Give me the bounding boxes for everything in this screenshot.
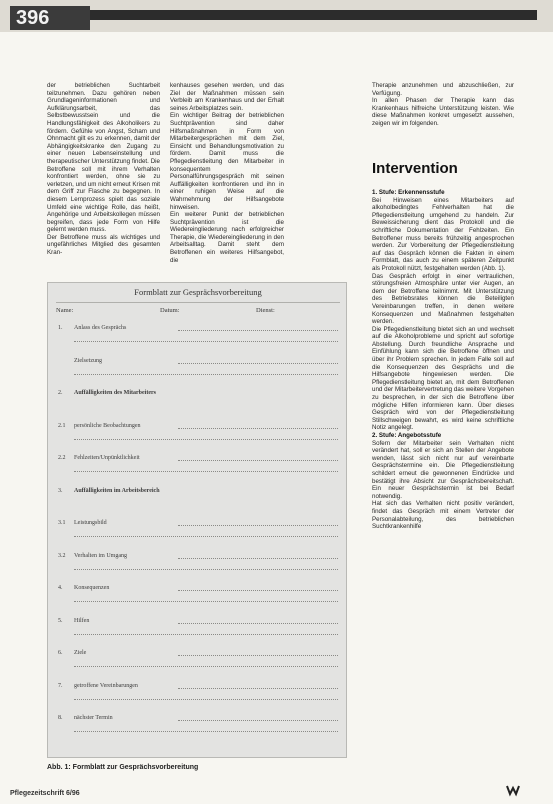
form-fill-line <box>178 623 338 624</box>
text-column-1 <box>47 82 160 276</box>
form-row-number: 1. <box>58 325 63 331</box>
form-duty-label: Dienst: <box>256 307 275 314</box>
form-fill-line <box>178 525 338 526</box>
form-row-label: Ziele <box>74 650 87 656</box>
form-row-label: Fehlzeiten/Unpünktlichkeit <box>74 455 140 461</box>
paragraph: kenhauses gesehen werden, und das Ziel der Maßnahmen müssen sein Verbleib am Krankenhaus und der Erhalt seines Arbeitsplatzes sein. <box>170 82 284 112</box>
form-fill-line <box>74 634 338 635</box>
form-row <box>58 520 338 546</box>
form-fill-line <box>74 471 338 472</box>
paragraph: Der Betroffene muss als wichtiges und ungefährliches Mitglied des gesamten Kran- <box>47 233 160 257</box>
form-row <box>58 650 338 676</box>
form-fill-line <box>74 569 338 570</box>
paragraph: In allen Phasen der Therapie kann das Krankenhaus hilfreiche Unterstützung leisten. Wie diese Maßnahmen konkret umgesetzt aussehen, zeigen wir im folgenden. <box>372 97 514 127</box>
text-column-3-top <box>372 82 514 148</box>
form-row-number: 3. <box>58 487 63 494</box>
paragraph: Bei Hinweisen eines Mitarbeiters auf alkoholbedingtes Fehlverhalten hat die Pflegedienstleitung umgehend zu handeln. Zur Beweissicherung dient das Protokoll und die schriftliche Dokumentation der Fehlzeiten. Ein Betroffener muss bereits frühzeitig angesprochen werden. Zur Vorbereitung der Pflegedienstleitung auf das Gespräch können die Fakten in einem Formblatt, das auch zu einem späteren Zeitpunkt als Protokoll nützt, festgehalten werden (Abb. 1). <box>372 196 514 272</box>
paragraph: Ein weiterer Punkt der betrieblichen Suchtprävention ist die Wiedereingliederung nach erfolgreicher Therapie, die Wiedereingliederung in den Arbeitsalltag. Damit steht dem Betroffenen ein weiteres Hilfsangebot, die <box>170 211 284 264</box>
paragraph: Therapie anzunehmen und abzuschließen, zur Verfügung. <box>372 82 514 97</box>
form-row-number: 5. <box>58 617 63 624</box>
page-number: 396 <box>10 6 90 30</box>
paragraph: der betrieblichen Suchtarbeit teilzunehmen. Dazu gehören neben Grundlageninformationen und Aufklärungsarbeit, das Selbstbewusstsein und die Handlungsfähigkeit des Alkoholikers zu fördern. Gefühle von Angst, Scham und Ohnmacht gilt es zu erkennen, damit der Abhängigkeitskranke den Zugang zu einer neuen Lebenseinstellung und therapeutischer Unterstützung findet. Die Betroffene soll mit ihrem Verhalten konfrontiert werden, ohne sie zu verletzen, und um nicht erneut Krisen mit dem Griff zur Flasche zu begegnen. In diesem Lernprozess spielt das soziale Umfeld eine wichtige Rolle, das heißt, Angehörige und Arbeitskollegen müssen begreifen, dass jede Form von Hilfe gelernt werden muss. <box>47 82 160 234</box>
paragraph: Ein wichtiger Beitrag der betrieblichen Suchtprävention sind daher Hilfsmaßnahmen in Form von Mitarbeitergesprächen mit dem Ziel, Einsicht und Behandlungsmotivation zu fördern. Damit muss die Pflegedienstleitung den Mitarbeiter in konsequentem Personalführungsgespräch mit seinen Auffälligkeiten konfrontieren und ihn in einer ruhigen Weise auf die Wahrnehmung der Hilfsangebote hinweisen. <box>170 112 284 211</box>
form-row-label: Verhalten im Umgang <box>74 552 127 559</box>
form-row-number: 4. <box>58 585 63 591</box>
form-fill-line <box>178 590 338 591</box>
form-fill-line <box>74 439 338 440</box>
form-row-label: Konsequenzen <box>74 585 110 591</box>
form-row-number: 3.2 <box>58 552 66 559</box>
form-fill-line <box>74 374 338 375</box>
form-fill-line <box>178 460 338 461</box>
form-row-label: Zielsetzung <box>74 357 102 364</box>
form-title: Formblatt zur Gesprächsvorbereitung <box>134 287 262 297</box>
form-fill-line <box>74 731 338 732</box>
form-fill-line <box>178 688 338 689</box>
form-rows <box>48 283 348 759</box>
form-row-number: 7. <box>58 682 63 689</box>
form-fill-line <box>178 655 338 656</box>
subheading: 1. Stufe: Erkennensstufe <box>372 189 445 196</box>
form-row-number: 8. <box>58 715 63 721</box>
form-row-label: persönliche Beobachtungen <box>74 422 141 429</box>
form-fill-line <box>178 428 338 429</box>
form-fill-line <box>178 363 338 364</box>
form-row <box>58 683 338 709</box>
form-row-label: Auffälligkeiten des Mitarbeiters <box>74 390 156 396</box>
form-row-label: Auffälligkeiten im Arbeitsbereich <box>74 487 160 494</box>
form-row <box>58 585 338 611</box>
form-row-number: 3.1 <box>58 520 66 526</box>
form-row <box>58 358 338 384</box>
footer-logo-icon <box>506 783 520 797</box>
form-name-label: Name: <box>56 307 74 314</box>
form-row <box>58 325 338 351</box>
form-row <box>58 618 338 644</box>
figure-form <box>47 282 347 758</box>
form-row <box>58 715 338 741</box>
form-row-label: Leistungsbild <box>74 520 107 526</box>
form-row <box>58 390 338 416</box>
form-row-number: 2. <box>58 390 63 396</box>
header-banner <box>90 10 537 20</box>
form-row <box>58 488 338 514</box>
text-column-3-bottom <box>372 189 514 794</box>
form-row <box>58 423 338 449</box>
form-row-label: Hilfen <box>74 617 90 624</box>
paragraph: Das Gespräch erfolgt in einer vertraulichen, störungsfreien Atmosphäre unter vier Augen, an dem der Betroffene teilnimmt. Mit Unterstützung des Betriebsrates können die Beteiligten Vereinbarungen treffen, in denen weitere Konsequenzen und Maßnahmen festgehalten werden. <box>372 272 514 326</box>
form-row-label: nächster Termin <box>74 715 113 721</box>
form-fill-line <box>178 720 338 721</box>
form-row-label: getroffene Vereinbarungen <box>74 682 138 689</box>
form-fill-line <box>178 558 338 559</box>
form-fill-line <box>74 341 338 342</box>
form-row-label: Anlass des Gesprächs <box>74 325 127 331</box>
form-row <box>58 553 338 579</box>
text-column-2 <box>170 82 284 276</box>
footer-journal: Pflegezeitschrift 6/96 <box>10 790 80 797</box>
paragraph: Sofern der Mitarbeiter sein Verhalten nicht verändert hat, soll er sich an Stellen der Angebote wenden, lässt sich nicht nur auf vereinbarte Gesprächstermine ein. Die Pflegedienstleitung schildert erneut die gewonnenen Eindrücke und bestätigt ihre Absicht zur Gesprächsbereitschaft. Ein neuer Gesprächstermin ist bei Bedarf notwendig. <box>372 439 514 500</box>
form-row-number: 2.2 <box>58 455 66 461</box>
section-heading: Intervention <box>372 160 458 177</box>
form-row-number: 6. <box>58 650 63 656</box>
form-row <box>58 455 338 481</box>
form-fill-line <box>74 536 338 537</box>
subheading: 2. Stufe: Angebotsstufe <box>372 432 442 439</box>
form-fill-line <box>74 601 338 602</box>
form-fill-line <box>74 699 338 700</box>
paragraph: Die Pflegedienstleitung bietet sich an und wechselt auf die Alkoholprobleme und spricht auf sofortige Abstellung. Durch freundliche Ansprache und Einfühlung kann sich die Betroffene öffnen und über ihr Problem sprechen. In jedem Falle soll auf die Konsequenzen des Gesprächs und die Hilfsangebote hingewiesen werden. Die Pflegedienstleitung bietet an, mit dem Betroffenen und der Mitarbeitervertretung das weitere Vorgehen zu besprechen, in der sich die Betroffene über mögliche Hilfen informieren kann. Über dieses Gespräch wird von der Pflegedienstleitung Stillschweigen bewahrt, es wird keine schriftliche Notiz angelegt. <box>372 325 514 432</box>
form-date-label: Datum: <box>160 307 180 314</box>
figure-caption: Abb. 1: Formblatt zur Gesprächsvorbereitung <box>47 764 199 771</box>
form-row-number: 2.1 <box>58 422 66 429</box>
form-fill-line <box>74 666 338 667</box>
form-fill-line <box>178 330 338 331</box>
paragraph: Hat sich das Verhalten nicht positiv verändert, findet das Gespräch mit einem Vertreter der Personalabteilung, des betrieblichen Suchtkrankenhilfe <box>372 500 514 531</box>
